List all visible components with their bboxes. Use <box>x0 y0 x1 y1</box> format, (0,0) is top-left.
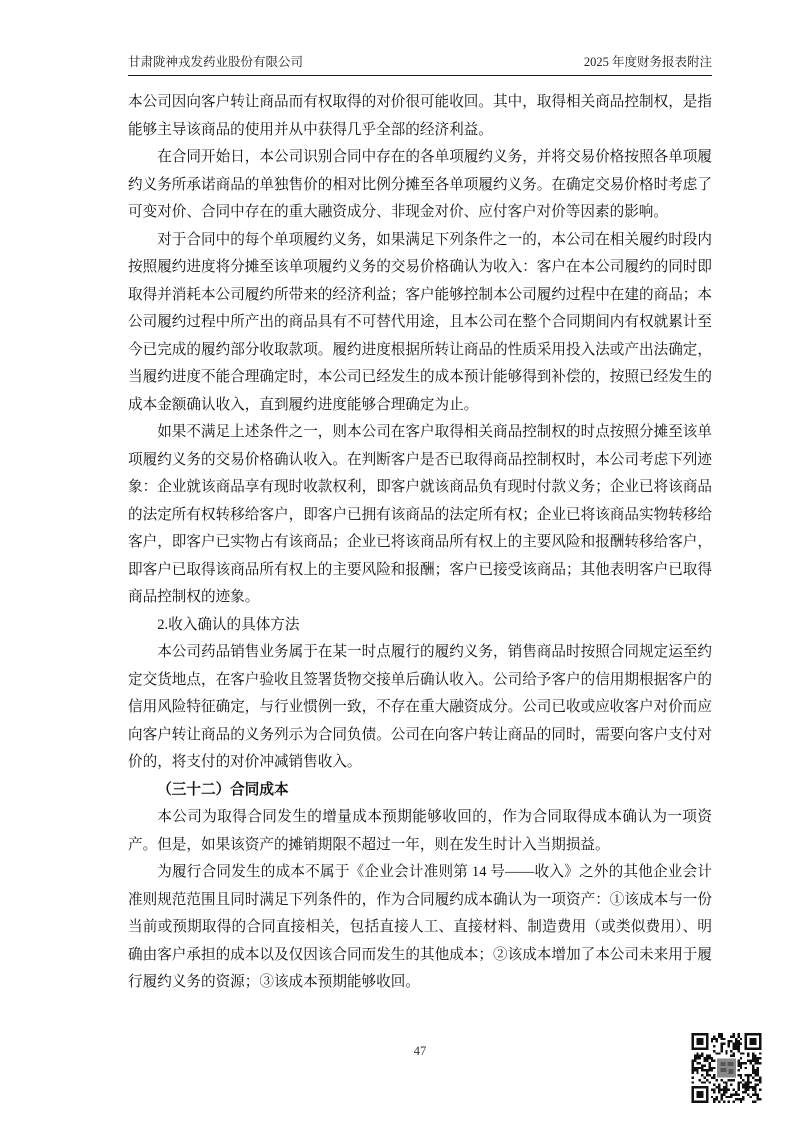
section-heading-contract-cost: （三十二）合同成本 <box>157 781 289 798</box>
company-name: 甘肃陇神戎发药业股份有限公司 <box>128 55 304 69</box>
paragraph-contract-start-date: 在合同开始日，本公司识别合同中存在的各单项履约义务，并将交易价格按照各单项履约义务所承诺商品的单独售价的相对比例分摊至各单项履约义务。在确定交易价格时考虑了可变对价、合同中存在的重大融资成分、非现金对价、应付客户对价等因素的影响。 <box>128 149 712 220</box>
subheading-revenue-recognition-method: 2.收入确认的具体方法 <box>157 616 300 633</box>
paragraph-performance-over-time: 对于合同中的每个单项履约义务，如果满足下列条件之一的，本公司在相关履约时段内按照履约进度将分摊至该单项履约义务的交易价格确认为收入：客户在本公司履约的同时即取得并消耗本公司履约所带来的经济利益；客户能够控制本公司履约过程中在建的商品；本公司履约过程中所产出的商品具有不可替代用途，且本公司在整个合同期间内有权就累计至今已完成的履约部分收取款项。履约进度根据所转让商品的性质采用投入法或产出法确定，当履约进度不能合理确定时，本公司已经发生的成本预计能够得到补偿的，按照已经发生的成本金额确认收入，直到履约进度能够合理确定为止。 <box>128 231 712 413</box>
page-header <box>128 52 712 76</box>
page-footer <box>128 1044 712 1059</box>
doc-title: 2025 年度财务报表附注 <box>583 55 712 69</box>
paragraph-consideration-recoverable: 本公司因向客户转让商品而有权取得的对价很可能收回。其中，取得相关商品控制权，是指能够主导该商品的使用并从中获得几乎全部的经济利益。 <box>128 94 712 138</box>
page-number: 47 <box>413 1044 427 1058</box>
paragraph-control-transfer-indicators: 如果不满足上述条件之一，则本公司在客户取得相关商品控制权的时点按照分摊至该单项履约义务的交易价格确认收入。在判断客户是否已取得商品控制权时，本公司考虑下列迹象：企业就该商品享有现时收款权利，即客户就该商品负有现时付款义务；企业已将该商品的法定所有权转移给客户，即客户已拥有该商品的法定所有权；企业已将该商品实物转移给客户，即客户已实物占有该商品；企业已将该商品所有权上的主要风险和报酬转移给客户，即客户已取得该商品所有权上的主要风险和报酬；客户已接受该商品；其他表明客户已取得商品控制权的迹象。 <box>128 424 712 605</box>
paragraph-contract-acquisition-cost: 本公司为取得合同发生的增量成本预期能够收回的，作为合同取得成本确认为一项资产。但是，如果该资产的摊销期限不超过一年，则在发生时计入当期损益。 <box>128 809 712 853</box>
paragraph-contract-performance-cost: 为履行合同发生的成本不属于《企业会计准则第 14 号——收入》之外的其他企业会计准则规范范围且同时满足下列条件的，作为合同履约成本确认为一项资产：①该成本与一份当前或预期取得的合同直接相关，包括直接人工、直接材料、制造费用（或类似费用）、明确由客户承担的成本以及仅因该合同而发生的其他成本；②该成本增加了本公司未来用于履行履约义务的资源；③该成本预期能够收回。 <box>128 864 712 990</box>
qr-code-image <box>690 1033 763 1103</box>
paragraph-drug-sales-recognition: 本公司药品销售业务属于在某一时点履行的履约义务，销售商品时按照合同规定运至约定交货地点，在客户验收且签署货物交接单后确认收入。公司给予客户的信用期根据客户的信用风险特征确定，与行业惯例一致，不存在重大融资成分。公司已收或应收客户对价而应向客户转让商品的义务列示为合同负债。公司在向客户转让商品的同时，需要向客户支付对价的，将支付的对价冲减销售收入。 <box>128 644 712 770</box>
document-body <box>128 89 712 997</box>
